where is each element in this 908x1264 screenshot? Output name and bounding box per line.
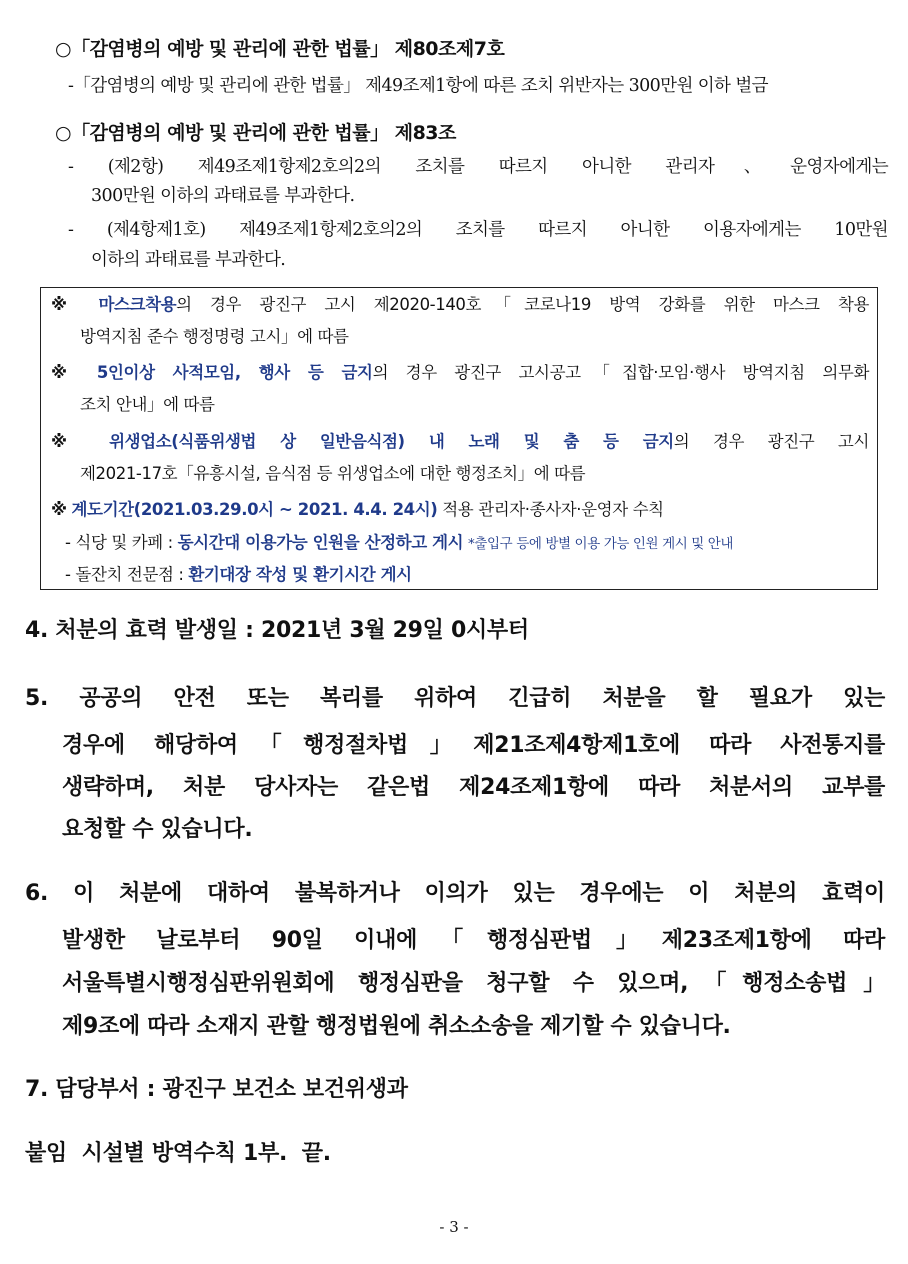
note-highlight: 마스크착용 xyxy=(98,295,177,314)
item-6-line1: 6. 이 처분에 대하여 불복하거나 이의가 있는 경우에는 이 처분의 효력이 xyxy=(25,881,885,906)
note-guidance-period xyxy=(51,496,664,520)
note-text: 의 경우 광진구 고시 xyxy=(673,432,869,451)
note-text: 의 경우 광진구 고시 제2020-140호「코로나19 방역 강화를 위한 마스크 착용 xyxy=(176,295,869,314)
item-6-line2: 발생한 날로부터 90일 이내에「행정심판법」제23조제1항에 따라 xyxy=(62,928,885,953)
note-highlight: 5인이상 사적모임, 행사 등 금지 xyxy=(96,363,373,382)
note-mark: ※ xyxy=(51,295,81,314)
note-mask-line2: 방역지침 준수 행정명령 고시」에 따름 xyxy=(80,327,349,346)
item-6-line4: 제9조에 따라 소재지 관할 행정법원에 취소소송을 제기할 수 있습니다. xyxy=(62,1014,731,1039)
note-mask-line1 xyxy=(51,291,869,315)
item-5-line4: 요청할 수 있습니다. xyxy=(62,817,253,842)
note-highlight: 계도기간(2021.03.29.0시 ~ 2021. 4.4. 24시) xyxy=(71,500,438,519)
law-sub-paragraph-4-line1: - (제4항제1호) 제49조제1항제2호의2의 조치를 따르지 아니한 이용자에게는 10만원 xyxy=(68,220,888,240)
note-sub-label: - 돌잔치 전문점 : xyxy=(65,565,189,584)
item-4-effective-date: 4. 처분의 효력 발생일 : 2021년 3월 29일 0시부터 xyxy=(25,618,529,643)
law-heading-article-80: ○「감염병의 예방 및 관리에 관한 법률」 제80조제7호 xyxy=(55,38,505,60)
law-heading-article-83: ○「감염병의 예방 및 관리에 관한 법률」 제83조 xyxy=(55,122,456,144)
note-highlight: 환기대장 작성 및 환기시간 게시 xyxy=(188,565,412,584)
note-gathering-line1 xyxy=(51,359,869,383)
item-5-line3: 생략하며, 처분 당사자는 같은법 제24조제1항에 따라 처분서의 교부를 xyxy=(62,775,885,800)
item-5-line1: 5. 공공의 안전 또는 복리를 위하여 긴급히 처분을 할 필요가 있는 xyxy=(25,686,885,711)
note-mark: ※ xyxy=(51,500,67,519)
note-sub-label: - 식당 및 카페 : xyxy=(65,533,178,552)
note-mark: ※ xyxy=(51,432,86,451)
note-small-text: *출입구 등에 방별 이용 가능 인원 게시 및 안내 xyxy=(468,536,734,552)
notice-box xyxy=(40,287,878,590)
note-highlight: 동시간대 이용가능 인원을 산정하고 게시 xyxy=(177,533,464,552)
law-sub-paragraph-2-line2: 300만원 이하의 과태료를 부과한다. xyxy=(91,186,355,206)
note-highlight: 위생업소(식품위생법 상 일반음식점) 내 노래 및 춤 등 금지 xyxy=(109,432,674,451)
note-gathering-line2: 조치 안내」에 따름 xyxy=(80,395,215,414)
attachment-line: 붙임 시설별 방역수칙 1부. 끝. xyxy=(25,1141,331,1166)
note-hygiene-line2: 제2021-17호「유흥시설, 음식점 등 위생업소에 대한 행정조치」에 따름 xyxy=(80,464,586,483)
item-7-department: 7. 담당부서 : 광진구 보건소 보건위생과 xyxy=(25,1077,408,1102)
note-mark: ※ xyxy=(51,363,80,382)
law-sub-paragraph-2-line1: - (제2항) 제49조제1항제2호의2의 조치를 따르지 아니한 관리자、운영자에게는 xyxy=(68,157,888,177)
note-text: 적용 관리자·종사자·운영자 수칙 xyxy=(437,500,664,519)
note-hygiene-line1 xyxy=(51,428,869,452)
note-party-venue xyxy=(65,561,412,585)
law-sub-paragraph-4-line2: 이하의 과태료를 부과한다. xyxy=(91,250,286,270)
item-6-line3: 서울특별시행정심판위원회에 행정심판을 청구할 수 있으며,「행정소송법」 xyxy=(62,971,885,996)
note-text: 의 경우 광진구 고시공고「집합·모임·행사 방역지침 의무화 xyxy=(372,363,869,382)
page-number: - 3 - xyxy=(439,1218,469,1236)
note-restaurant-cafe xyxy=(65,529,733,553)
item-5-line2: 경우에 해당하여「행정절차법」제21조제4항제1호에 따라 사전통지를 xyxy=(62,733,885,758)
law-sub-article-80: -「감염병의 예방 및 관리에 관한 법률」 제49조제1항에 따른 조치 위반자는 300만원 이하 벌금 xyxy=(68,76,768,96)
